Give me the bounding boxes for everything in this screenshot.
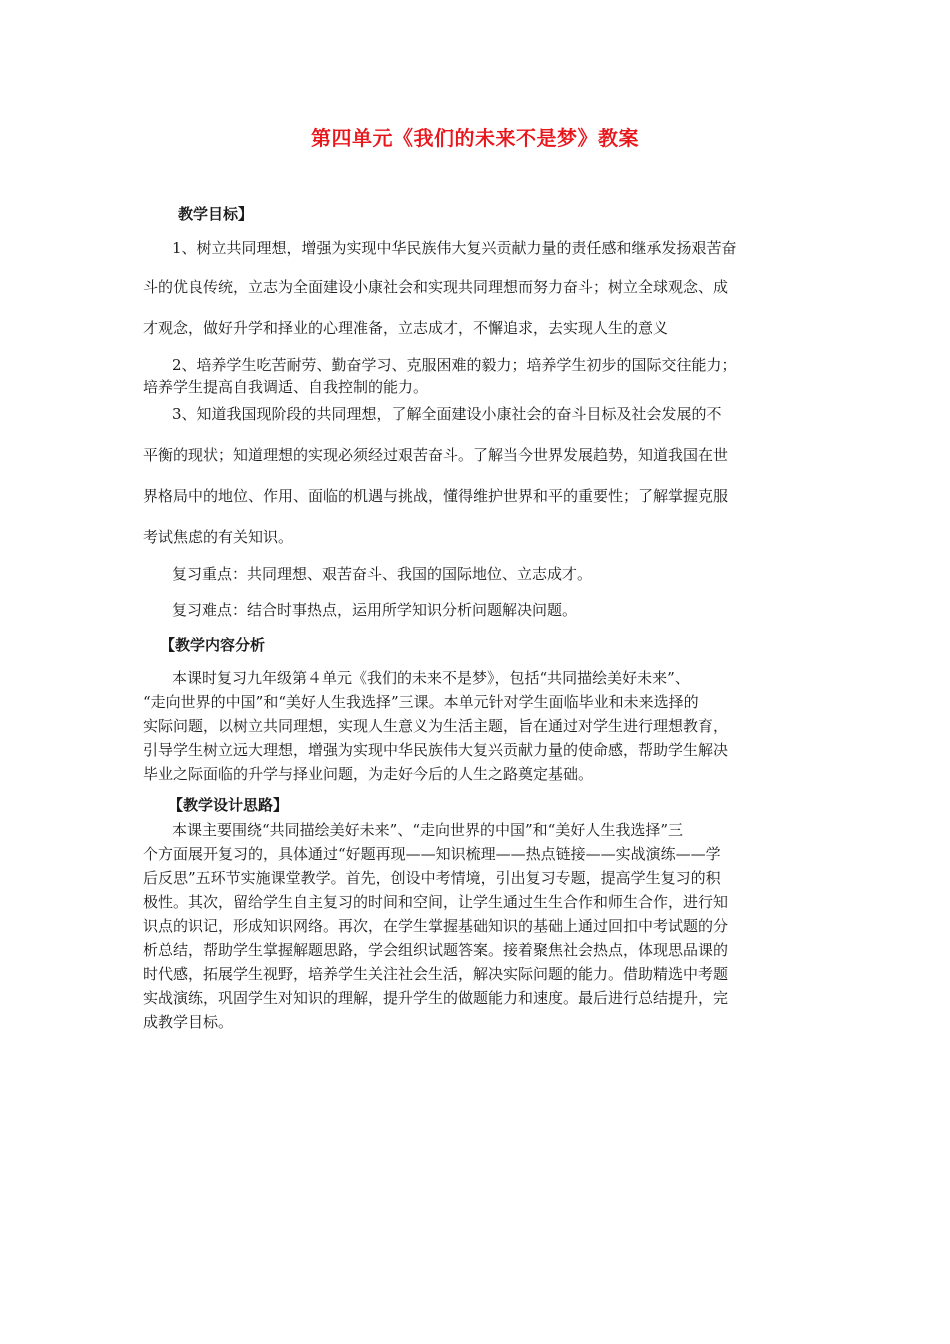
paragraph-line: 本课时复习九年级第４单元《我们的未来不是梦》，包括“共同描绘美好未来”、 bbox=[172, 669, 690, 687]
paragraph-line: 1、树立共同理想，增强为实现中华民族伟大复兴贡献力量的责任感和继承发扬艰苦奋 bbox=[172, 239, 737, 257]
paragraph-line: 极性。其次，留给学生自主复习的时间和空间，让学生通过生生合作和师生合作，进行知 bbox=[143, 893, 729, 911]
paragraph-line: 时代感，拓展学生视野，培养学生关注社会生活，解决实际问题的能力。借助精选中考题 bbox=[143, 965, 729, 983]
paragraph-line: 引导学生树立远大理想，增强为实现中华民族伟大复兴贡献力量的使命感，帮助学生解决 bbox=[143, 741, 729, 759]
paragraph-line: 个方面展开复习的，具体通过“好题再现——知识梳理——热点链接——实战演练——学 bbox=[143, 845, 721, 863]
section-heading-analysis: 【教学内容分析 bbox=[160, 636, 266, 654]
section-heading-design: 【教学设计思路】 bbox=[168, 796, 289, 814]
paragraph-line: 2、培养学生吃苦耐劳、勤奋学习、克服困难的毅力；培养学生初步的国际交往能力； bbox=[172, 356, 737, 374]
paragraph-line: 毕业之际面临的升学与择业问题，为走好今后的人生之路奠定基础。 bbox=[143, 765, 594, 783]
paragraph-line: 实际问题，以树立共同理想，实现人生意义为生活主题，旨在通过对学生进行理想教育， bbox=[143, 717, 729, 735]
paragraph-line: “走向世界的中国”和“美好人生我选择”三课。本单元针对学生面临毕业和未来选择的 bbox=[143, 693, 699, 711]
paragraph-line: 后反思”五环节实施课堂教学。首先，创设中考情境，引出复习专题，提高学生复习的积 bbox=[143, 869, 721, 887]
document-title: 第四单元《我们的未来不是梦》教案 bbox=[311, 126, 639, 150]
paragraph-line: 才观念，做好升学和择业的心理准备，立志成才，不懈追求，去实现人生的意义 bbox=[143, 319, 669, 337]
paragraph-line: 识点的识记，形成知识网络。再次，在学生掌握基础知识的基础上通过回扣中考试题的分 bbox=[143, 917, 729, 935]
paragraph-line: 斗的优良传统，立志为全面建设小康社会和实现共同理想而努力奋斗；树立全球观念、成 bbox=[143, 278, 729, 296]
paragraph-line: 实战演练，巩固学生对知识的理解，提升学生的做题能力和速度。最后进行总结提升，完 bbox=[143, 989, 729, 1007]
paragraph-line: 成教学目标。 bbox=[143, 1013, 234, 1031]
paragraph-line: 培养学生提高自我调适、自我控制的能力。 bbox=[143, 378, 429, 396]
paragraph-line: 考试焦虑的有关知识。 bbox=[143, 528, 294, 546]
paragraph-line: 平衡的现状；知道理想的实现必须经过艰苦奋斗。了解当今世界发展趋势，知道我国在世 bbox=[143, 446, 729, 464]
paragraph-line: 本课主要围绕“共同描绘美好未来”、“走向世界的中国”和“美好人生我选择”三 bbox=[172, 821, 684, 839]
paragraph-line: 3、知道我国现阶段的共同理想，了解全面建设小康社会的奋斗目标及社会发展的不 bbox=[172, 405, 722, 423]
section-heading-goals: 教学目标】 bbox=[178, 205, 254, 223]
review-difficulty: 复习难点：结合时事热点，运用所学知识分析问题解决问题。 bbox=[172, 601, 578, 619]
paragraph-line: 界格局中的地位、作用、面临的机遇与挑战，懂得维护世界和平的重要性；了解掌握克服 bbox=[143, 487, 729, 505]
paragraph-line: 析总结，帮助学生掌握解题思路，学会组织试题答案。接着聚焦社会热点，体现思品课的 bbox=[143, 941, 729, 959]
review-focus: 复习重点：共同理想、艰苦奋斗、我国的国际地位、立志成才。 bbox=[172, 565, 593, 583]
